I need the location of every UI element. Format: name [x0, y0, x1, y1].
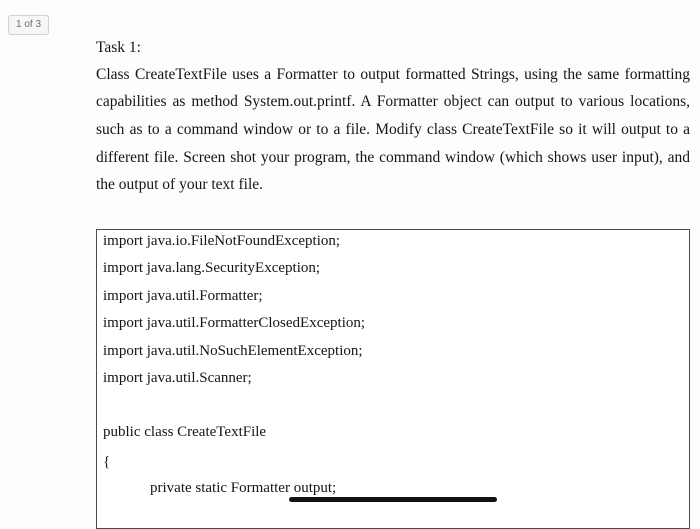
page-indicator: 1 of 3: [8, 15, 49, 35]
task-description-line: different file. Screen shot your program, the command window (which shows user input), and: [96, 149, 690, 166]
home-indicator-bar[interactable]: [289, 497, 497, 502]
task-description-line: capabilities as method System.out.printf. A Formatter object can output to various locations,: [96, 93, 690, 110]
code-line-import: import java.lang.SecurityException;: [103, 260, 321, 276]
code-line-field: private static Formatter output;: [150, 480, 337, 496]
task-description-line: such as to a command window or to a file. Modify class CreateTextFile so it will output to a: [96, 121, 690, 138]
code-line-import: import java.util.Formatter;: [103, 288, 263, 304]
code-listing-box: [96, 229, 690, 529]
code-line-import: import java.util.FormatterClosedException;: [103, 315, 366, 331]
task-description-line: Class CreateTextFile uses a Formatter to output formatted Strings, using the same formatting: [96, 66, 690, 83]
code-line-import: import java.io.FileNotFoundException;: [103, 233, 341, 249]
code-line-import: import java.util.NoSuchElementException;: [103, 343, 363, 359]
code-line-import: import java.util.Scanner;: [103, 370, 252, 386]
task-heading: Task 1:: [96, 39, 141, 56]
task-description-line: the output of your text file.: [96, 176, 264, 193]
code-line-open-brace: {: [103, 454, 111, 470]
code-line-class-declaration: public class CreateTextFile: [103, 424, 267, 440]
